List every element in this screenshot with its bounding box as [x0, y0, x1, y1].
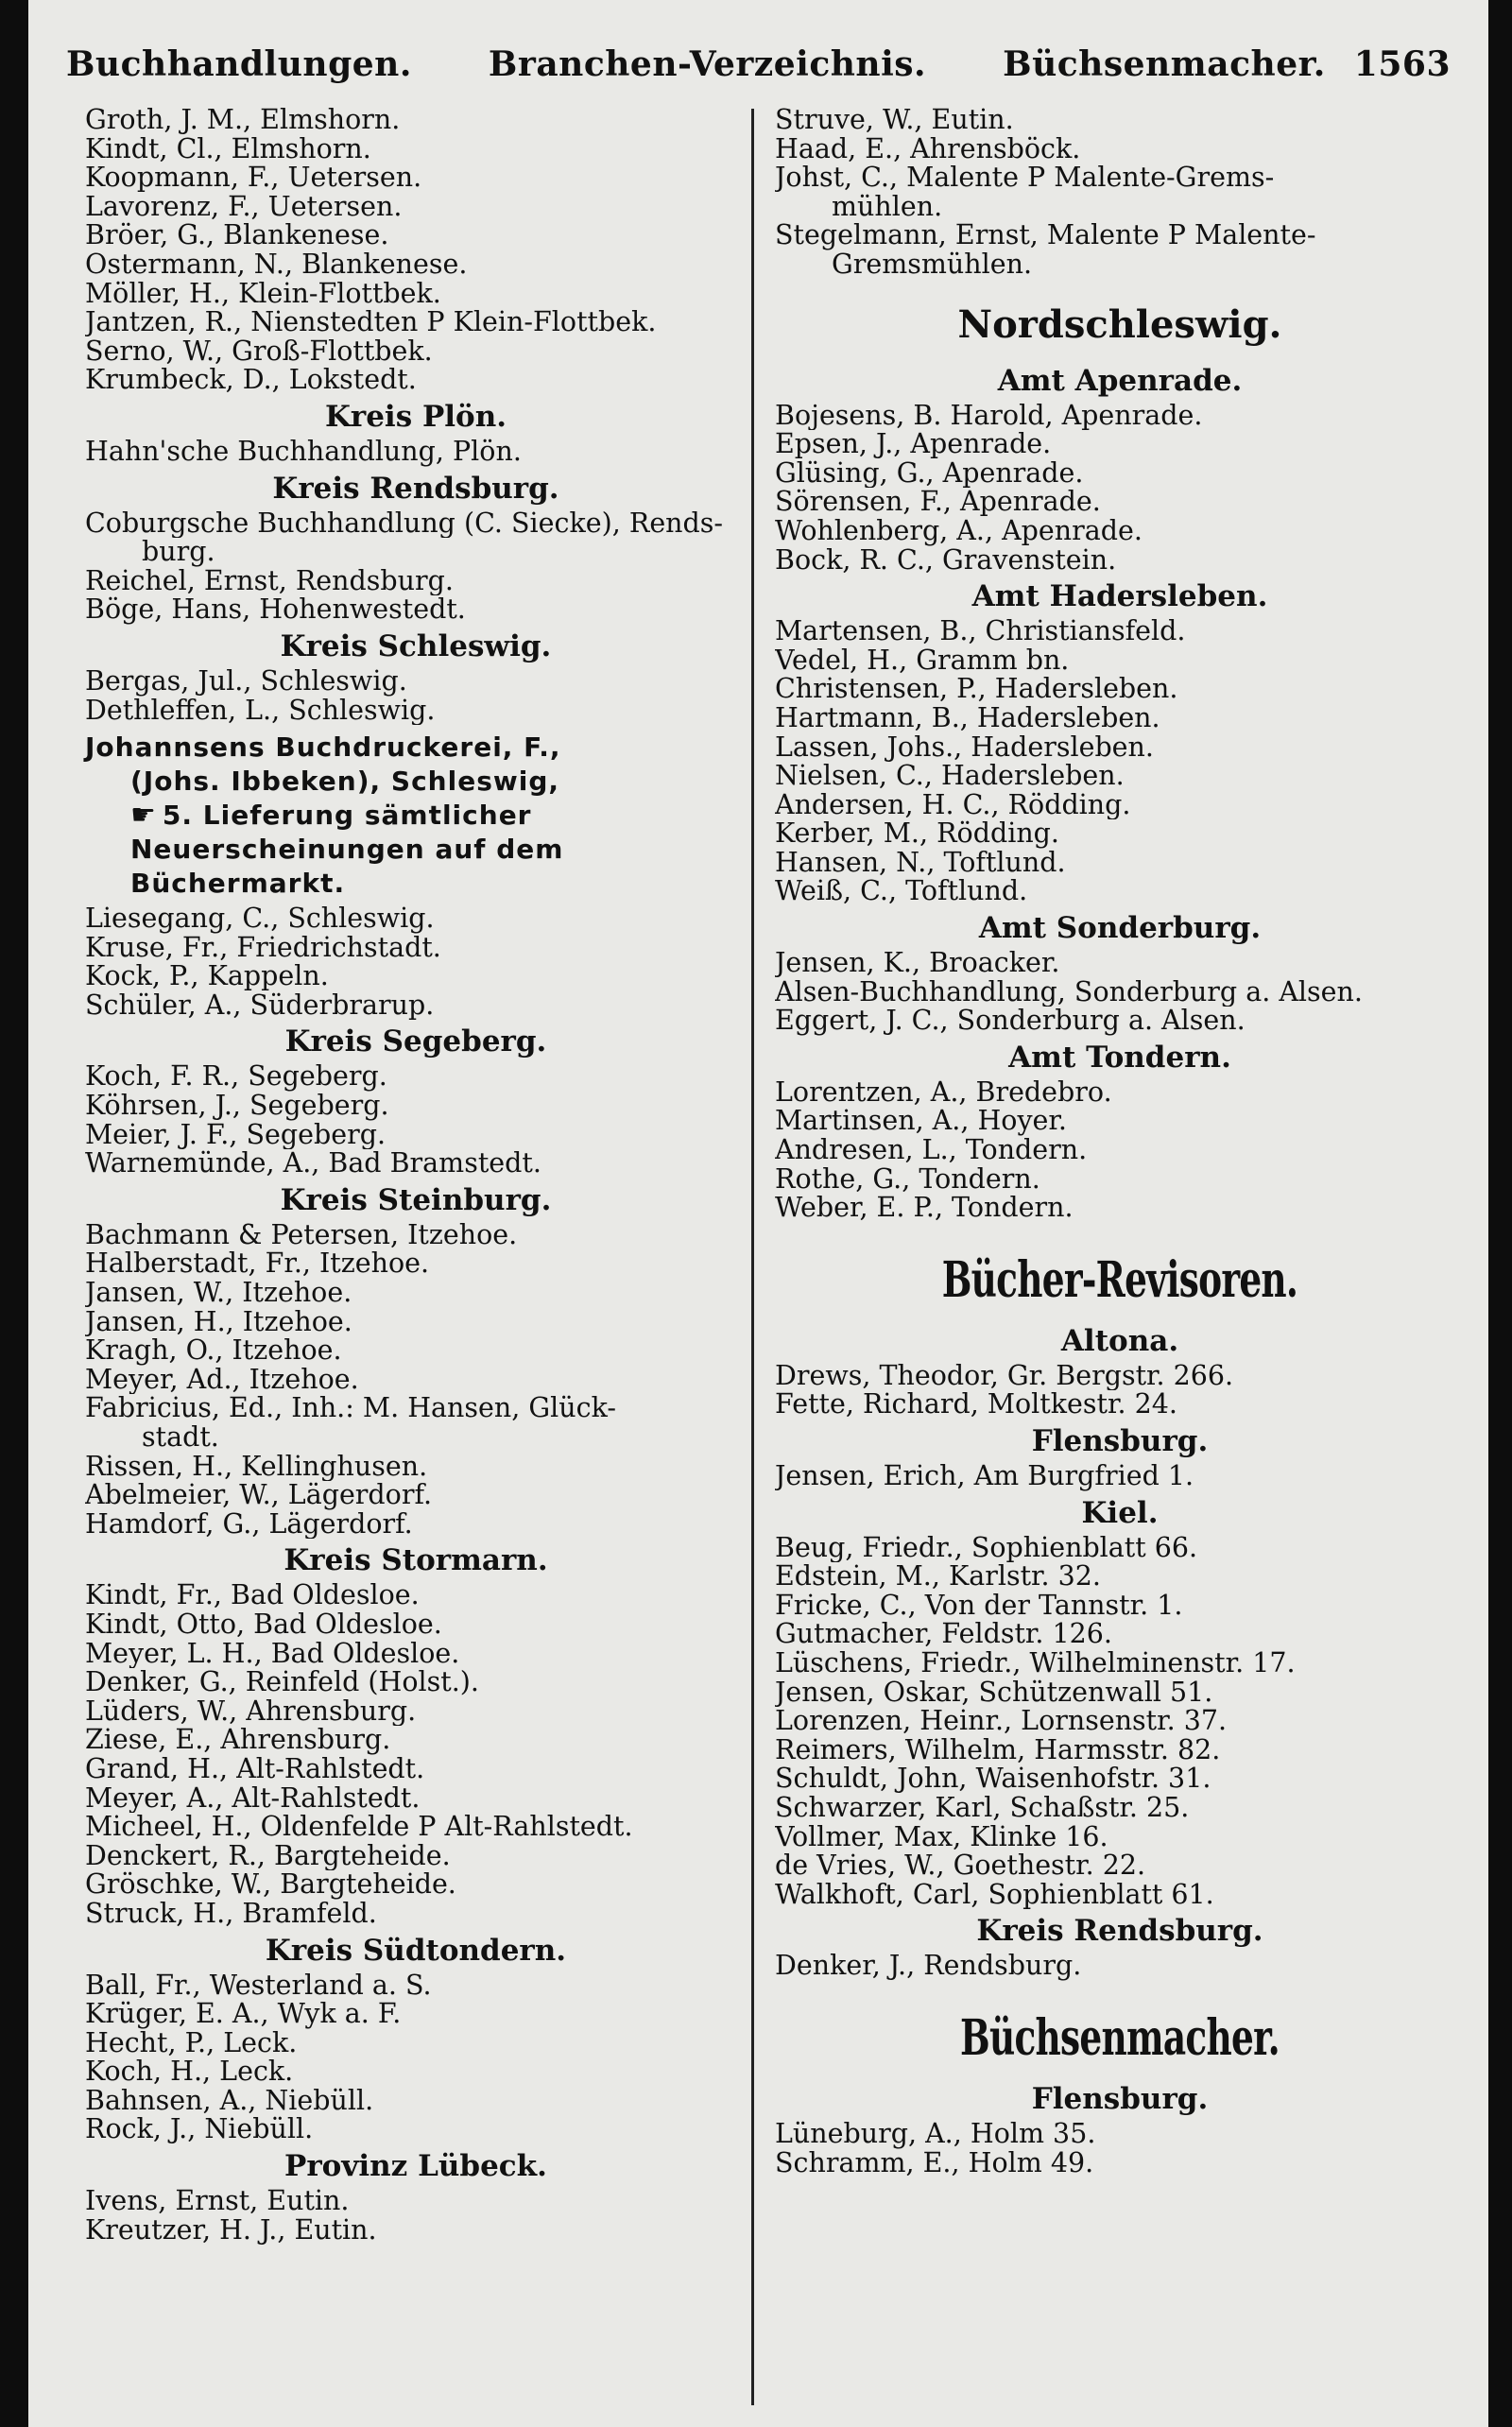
right-column [775, 106, 1465, 2399]
list-entry: Hecht, P., Leck. [85, 2028, 298, 2058]
list-entry: Glüsing, G., Apenrade. [775, 458, 1084, 489]
column-divider [751, 109, 754, 2405]
list-entry: Schwarzer, Karl, Schaßstr. 25. [775, 1793, 1190, 1823]
list-entry: Jansen, H., Itzehoe. [85, 1307, 352, 1337]
list-entry: Lassen, Johs., Hadersleben. [775, 732, 1154, 763]
list-entry: Köhrsen, J., Segeberg. [85, 1092, 389, 1121]
list-entry: Lüschens, Friedr., Wilhelminenstr. 17. [775, 1648, 1296, 1678]
list-entry: Meier, J. F., Segeberg. [85, 1120, 387, 1150]
list-entry: Dethleffen, L., Schleswig. [85, 696, 436, 726]
list-entry: Ball, Fr., Westerland a. S. [85, 1971, 432, 2001]
list-entry: Stegelmann, Ernst, Malente P Malente- [775, 221, 1316, 250]
list-entry: Möller, H., Klein-Flottbek. [85, 279, 441, 309]
list-entry: Denker, J., Rendsburg. [775, 1952, 1082, 1981]
list-entry: Ziese, E., Ahrensburg. [85, 1726, 391, 1755]
list-entry: Schuldt, John, Waisenhofstr. 31. [775, 1764, 1211, 1794]
list-entry: Reimers, Wilhelm, Harmsstr. 82. [775, 1735, 1221, 1765]
category-heading: Bücher-Revisoren. [941, 1250, 1298, 1309]
list-entry: Beug, Friedr., Sophienblatt 66. [775, 1533, 1198, 1563]
list-entry: Jantzen, R., Nienstedten P Klein-Flottbek. [85, 308, 657, 337]
list-entry: Kindt, Fr., Bad Oldesloe. [85, 1581, 420, 1610]
category-heading: Büchsenmacher. [960, 2008, 1280, 2067]
list-entry: Bock, R. C., Gravenstein. [775, 545, 1117, 576]
list-entry: Koch, F. R., Segeberg. [85, 1062, 387, 1093]
list-entry: Vollmer, Max, Klinke 16. [775, 1822, 1108, 1852]
list-entry: burg. [142, 538, 215, 567]
header-left: Buchhandlungen. [66, 44, 412, 84]
list-entry: Kragh, O., Itzehoe. [85, 1336, 342, 1366]
list-entry: Meyer, L. H., Bad Oldesloe. [85, 1639, 460, 1669]
header-right: Büchsenmacher. [1003, 44, 1326, 84]
list-entry: stadt. [142, 1423, 219, 1453]
list-entry: Halberstadt, Fr., Itzehoe. [85, 1249, 430, 1280]
list-entry: Fricke, C., Von der Tannstr. 1. [775, 1591, 1183, 1621]
list-entry: Kerber, M., Rödding. [775, 819, 1059, 849]
list-entry: Coburgsche Buchhandlung (C. Siecke), Rends- [85, 508, 724, 539]
list-entry: de Vries, W., Goethestr. 22. [775, 1851, 1146, 1881]
list-entry: Rothe, G., Tondern. [775, 1164, 1040, 1195]
page-number: 1563 [1353, 44, 1451, 84]
list-entry: Lüders, W., Ahrensburg. [85, 1696, 417, 1727]
section-heading: Kreis Steinburg. [280, 1182, 552, 1217]
list-entry: Koch, H., Leck. [85, 2057, 294, 2087]
header-center: Branchen-Verzeichnis. [488, 44, 927, 84]
list-entry: Fabricius, Ed., Inh.: M. Hansen, Glück- [85, 1394, 616, 1423]
ad-text: (Johs. Ibbeken), Schleswig, [130, 766, 559, 798]
section-heading: Flensburg. [1031, 2081, 1209, 2116]
advertisement-block [85, 731, 747, 901]
list-entry: Bröer, G., Blankenese. [85, 221, 389, 250]
list-entry: Kindt, Cl., Elmshorn. [85, 134, 371, 164]
section-heading: Kreis Stormarn. [284, 1543, 548, 1578]
section-heading: Amt Hadersleben. [971, 579, 1268, 614]
ad-text: 5. Lieferung sämtlicher [162, 800, 532, 832]
list-entry: Walkhoft, Carl, Sophienblatt 61. [775, 1880, 1214, 1910]
list-entry: Epsen, J., Apenrade. [775, 430, 1052, 459]
list-entry: Ivens, Ernst, Eutin. [85, 2187, 350, 2216]
ad-line [85, 833, 747, 867]
section-heading: Flensburg. [1031, 1424, 1209, 1458]
list-entry: Bergas, Jul., Schleswig. [85, 666, 407, 697]
list-entry: Hahn'sche Buchhandlung, Plön. [85, 437, 522, 467]
list-entry: Kreutzer, H. J., Eutin. [85, 2215, 377, 2246]
ad-text: Johannsens Buchdruckerei, F., [85, 732, 561, 764]
list-entry: Hansen, N., Toftlund. [775, 848, 1066, 878]
list-entry: Struck, H., Bramfeld. [85, 1899, 377, 1929]
list-entry: Gröschke, W., Bargteheide. [85, 1870, 456, 1900]
list-entry: Weiß, C., Toftlund. [775, 877, 1028, 907]
list-entry: Reichel, Ernst, Rendsburg. [85, 566, 454, 596]
list-entry: Lorentzen, A., Bredebro. [775, 1077, 1112, 1108]
list-entry: Edstein, M., Karlstr. 32. [775, 1562, 1101, 1592]
section-heading: Kreis Rendsburg. [272, 471, 559, 506]
list-entry: Meyer, A., Alt-Rahlstedt. [85, 1783, 421, 1814]
pointing-hand-icon: ☛ [130, 799, 157, 833]
section-heading: Kreis Südtondern. [265, 1933, 567, 1968]
section-heading: Amt Apenrade. [997, 363, 1243, 398]
list-entry: Jensen, Oskar, Schützenwall 51. [775, 1678, 1213, 1708]
list-entry: Koopmann, F., Uetersen. [85, 164, 422, 193]
left-column [85, 106, 747, 2399]
list-entry: Vedel, H., Gramm bn. [775, 645, 1070, 676]
list-entry: Christensen, P., Hadersleben. [775, 675, 1178, 704]
ad-line [85, 799, 747, 833]
list-entry: Wohlenberg, A., Apenrade. [775, 516, 1143, 546]
list-entry: Gutmacher, Feldstr. 126. [775, 1620, 1112, 1649]
ad-text: Büchermarkt. [130, 868, 346, 900]
list-entry: Weber, E. P., Tondern. [775, 1194, 1074, 1223]
list-entry: Groth, J. M., Elmshorn. [85, 106, 401, 135]
list-entry: Serno, W., Groß-Flottbek. [85, 336, 433, 367]
list-entry: Gremsmühlen. [832, 250, 1033, 280]
list-entry: Andersen, H. C., Rödding. [775, 790, 1131, 820]
list-entry: Bojesens, B. Harold, Apenrade. [775, 401, 1203, 431]
list-entry: Liesegang, C., Schleswig. [85, 904, 435, 934]
list-entry: mühlen. [832, 192, 943, 222]
list-entry: Alsen-Buchhandlung, Sonderburg a. Alsen. [775, 977, 1363, 1007]
list-entry: Struve, W., Eutin. [775, 106, 1014, 135]
section-heading: Kreis Segeberg. [284, 1024, 547, 1059]
list-entry: Micheel, H., Oldenfelde P Alt-Rahlstedt. [85, 1813, 633, 1842]
ad-line [85, 765, 747, 799]
list-entry: Lavorenz, F., Uetersen. [85, 192, 403, 222]
list-entry: Hartmann, B., Hadersleben. [775, 703, 1160, 733]
list-entry: Schramm, E., Holm 49. [775, 2148, 1094, 2178]
section-heading: Kreis Plön. [324, 399, 507, 434]
list-entry: Krumbeck, D., Lokstedt. [85, 366, 417, 395]
list-entry: Ostermann, N., Blankenese. [85, 250, 468, 280]
list-entry: Denker, G., Reinfeld (Holst.). [85, 1668, 479, 1697]
section-heading: Kreis Schleswig. [280, 628, 552, 663]
list-entry: Abelmeier, W., Lägerdorf. [85, 1481, 433, 1510]
list-entry: Martinsen, A., Hoyer. [775, 1107, 1067, 1137]
list-entry: Rock, J., Niebüll. [85, 2115, 314, 2145]
list-entry: Meyer, Ad., Itzehoe. [85, 1365, 359, 1395]
list-entry: Bahnsen, A., Niebüll. [85, 2086, 374, 2116]
directory-page [28, 0, 1488, 2427]
running-header [66, 36, 1451, 93]
list-entry: Eggert, J. C., Sonderburg a. Alsen. [775, 1007, 1246, 1036]
list-entry: Lüneburg, A., Holm 35. [775, 2119, 1096, 2149]
list-entry: Krüger, E. A., Wyk a. F. [85, 2000, 402, 2029]
ad-line [85, 731, 747, 765]
ad-line [85, 867, 747, 901]
ad-text: Neuerscheinungen auf dem [130, 834, 564, 866]
section-heading: Amt Sonderburg. [978, 911, 1262, 946]
list-entry: Jensen, K., Broacker. [775, 949, 1060, 978]
list-entry: Schüler, A., Süderbrarup. [85, 990, 435, 1021]
list-entry: Haad, E., Ahrensböck. [775, 134, 1081, 164]
list-entry: Grand, H., Alt-Rahlstedt. [85, 1754, 425, 1784]
list-entry: Warnemünde, A., Bad Bramstedt. [85, 1149, 541, 1179]
section-heading: Altona. [1060, 1323, 1179, 1358]
section-heading: Kiel. [1081, 1495, 1159, 1530]
section-heading: Kreis Rendsburg. [976, 1914, 1263, 1949]
list-entry: Bachmann & Petersen, Itzehoe. [85, 1220, 518, 1250]
list-entry: Nielsen, C., Hadersleben. [775, 762, 1125, 791]
list-entry: Jensen, Erich, Am Burgfried 1. [775, 1462, 1194, 1491]
list-entry: Kruse, Fr., Friedrichstadt. [85, 933, 441, 963]
list-entry: Sörensen, F., Apenrade. [775, 488, 1101, 517]
list-entry: Hamdorf, G., Lägerdorf. [85, 1509, 413, 1540]
list-entry: Johst, C., Malente P Malente-Grems- [775, 164, 1275, 193]
list-entry: Andresen, L., Tondern. [775, 1136, 1088, 1165]
list-entry: Fette, Richard, Moltkestr. 24. [775, 1390, 1177, 1420]
list-entry: Böge, Hans, Hohenwestedt. [85, 595, 466, 625]
list-entry: Lorenzen, Heinr., Lornsenstr. 37. [775, 1707, 1228, 1736]
list-entry: Rissen, H., Kellinghusen. [85, 1452, 428, 1482]
header-right-group [1003, 44, 1451, 84]
list-entry: Martensen, B., Christiansfeld. [775, 617, 1186, 646]
list-entry: Kock, P., Kappeln. [85, 962, 329, 991]
section-heading: Amt Tondern. [1008, 1040, 1231, 1075]
region-heading: Nordschleswig. [957, 301, 1282, 347]
list-entry: Drews, Theodor, Gr. Bergstr. 266. [775, 1361, 1234, 1391]
section-heading: Provinz Lübeck. [284, 2149, 547, 2184]
list-entry: Kindt, Otto, Bad Oldesloe. [85, 1609, 442, 1640]
list-entry: Denckert, R., Bargteheide. [85, 1841, 451, 1871]
list-entry: Jansen, W., Itzehoe. [85, 1279, 352, 1308]
